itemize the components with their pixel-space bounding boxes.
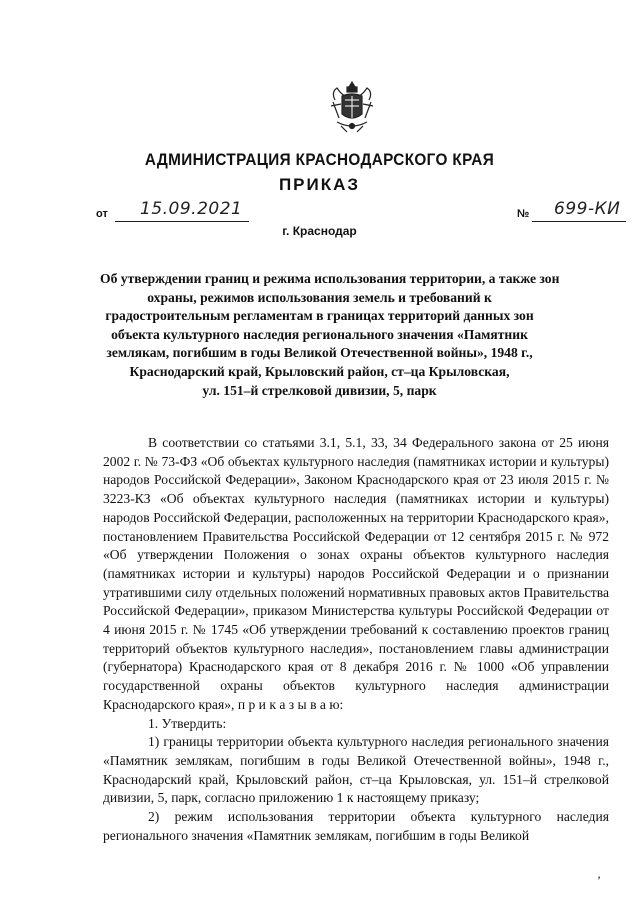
- title-line: Об утверждении границ и режима использования территории, а также зон: [100, 271, 560, 286]
- footer-mark: ’: [597, 873, 601, 887]
- title-line: объекта культурного наследия регионального значения «Памятник: [111, 326, 528, 342]
- document-body: [103, 434, 609, 845]
- coat-of-arms-icon: [327, 78, 377, 136]
- document-type: ПРИКАЗ: [278, 175, 361, 194]
- document-date: 15.09.2021: [140, 199, 243, 219]
- title-line: градостроительным регламентам в границах территорий данных зон: [105, 308, 534, 324]
- preamble-paragraph: В соответствии со статьями 3.1, 5.1, 33, 34 Федерального закона от 25 июня 2002 г. № 73-ФЗ «Об объектах культурного наследия (памятниках истории и культуры) народов Российской Федерации», Законом Краснодарского края от 23 июля 2015 г. № 3223-КЗ «Об объектах культурного наследия (памятниках истории и культуры) народов Российской Федерации, расположенных на территории Краснодарского края», постановлением Правительства Российской Федерации от 12 сентября 2015 г. № 972 «Об утверждении Положения о зонах охраны объектов культурного наследия (памятниках истории и культуры) народов Российской Федерации и о признании утратившими силу отдельных положений нормативных правовых актов Правительства Российской Федерации», приказом Министерства культуры Российской Федерации от 4 июня 2015 г. № 1745 «Об утверждении требований к составлению проектов границ территорий объектов культурного наследия», постановлением главы администрации (губернатора) Краснодарского края от 8 декабря 2016 г. № 1000 «Об управлении государственной охраны объектов культурного наследия администрации Краснодарского края», п р и к а з ы в а ю:: [103, 435, 609, 712]
- title-line: охраны, режимов использования земель и требований к: [147, 289, 492, 305]
- subitem-1: 1) границы территории объекта культурного наследия регионального значения «Памятник землякам, погибшим в годы Великой Отечественной войны», 1948 г., Краснодарский край, Крыловский район, ст–ца Крыловская, ул. 151–й стрелковой дивизии, 5, парк, согласно приложению 1 к настоящему приказу;: [103, 734, 609, 806]
- date-label: от: [96, 208, 108, 220]
- number-underline: [532, 221, 626, 222]
- title-line: землякам, погибшим в годы Великой Отечественной войны», 1948 г.,: [106, 345, 533, 361]
- document-number: 699-КИ: [554, 199, 621, 219]
- date-underline: [115, 221, 249, 222]
- organization-name: АДМИНИСТРАЦИЯ КРАСНОДАРСКОГО КРАЯ: [144, 150, 495, 169]
- item-1: 1. Утвердить:: [148, 715, 227, 731]
- subitem-2: 2) режим использования территории объекта культурного наследия регионального значения «Памятник землякам, погибшим в годы Великой: [103, 809, 609, 843]
- title-line: Краснодарский край, Крыловский район, ст–ца Крыловская,: [129, 363, 510, 379]
- number-label: №: [517, 208, 530, 220]
- city: г. Краснодар: [282, 224, 357, 238]
- title-line: ул. 151–й стрелковой дивизии, 5, парк: [202, 382, 437, 398]
- document-title: [100, 270, 560, 400]
